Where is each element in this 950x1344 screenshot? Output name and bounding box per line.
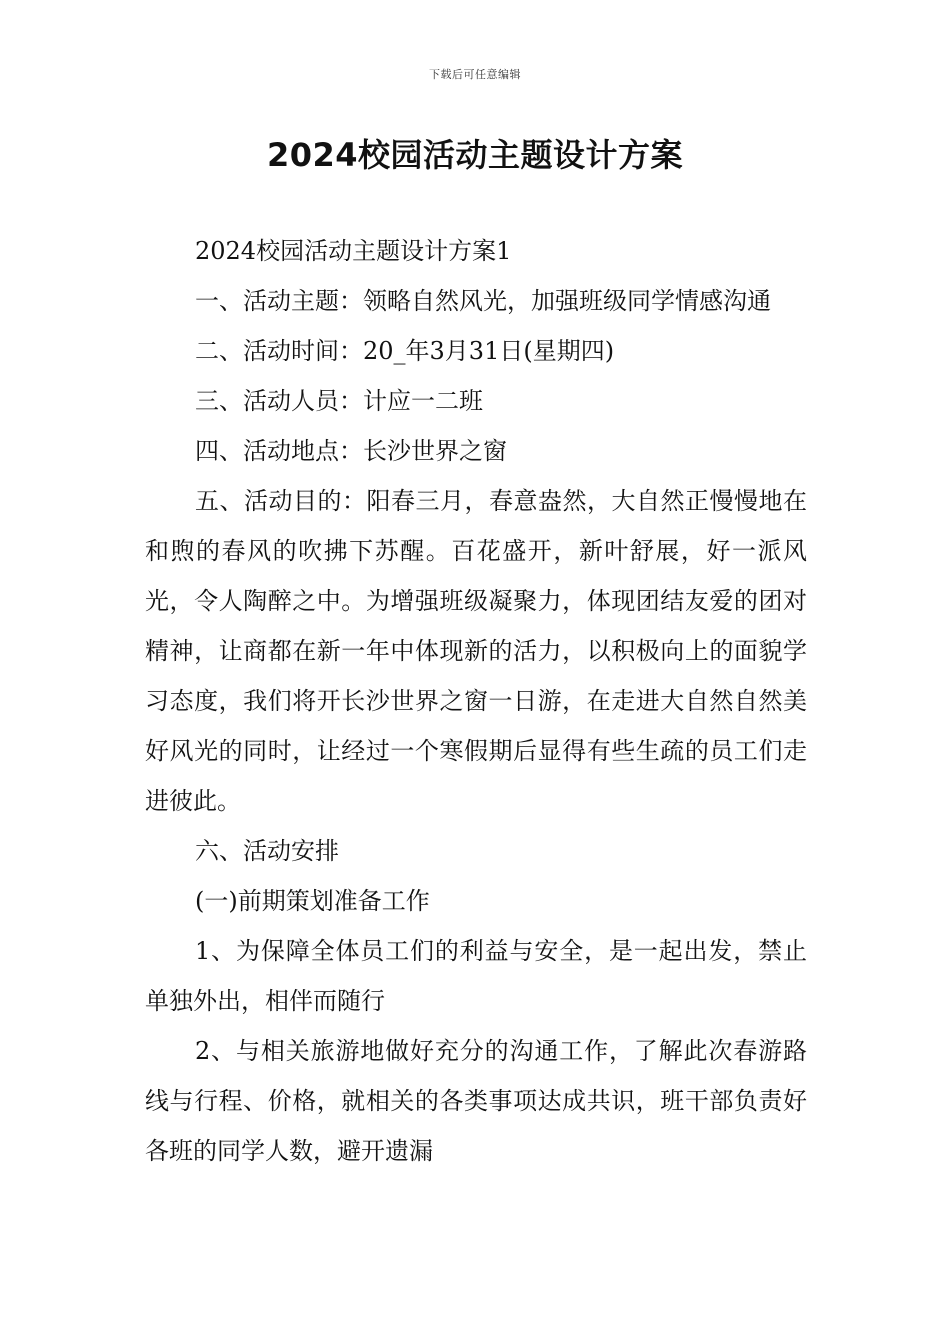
paragraph-item-2: 2、与相关旅游地做好充分的沟通工作，了解此次春游路线与行程、价格，就相关的各类事项达成共识，班干部负责好各班的同学人数，避开遗漏 — [145, 1037, 807, 1165]
paragraph-preparation: (一)前期策划准备工作 — [195, 887, 430, 915]
paragraph-time: 二、活动时间：20_年3月31日(星期四) — [195, 337, 615, 365]
document-body — [145, 226, 807, 1176]
paragraph-location: 四、活动地点：长沙世界之窗 — [195, 437, 507, 465]
paragraph-theme: 一、活动主题：领略自然风光，加强班级同学情感沟通 — [195, 287, 771, 315]
paragraph-arrangement: 六、活动安排 — [195, 837, 339, 865]
paragraph-item-1: 1、为保障全体员工们的利益与安全，是一起出发，禁止单独外出，相伴而随行 — [145, 937, 807, 1015]
paragraph-purpose: 五、活动目的：阳春三月，春意盎然，大自然正慢慢地在和煦的春风的吹拂下苏醒。百花盛开，新叶舒展，好一派风光，令人陶醉之中。为增强班级凝聚力，体现团结友爱的团对精神，让商都在新一年中体现新的活力，以积极向上的面貌学习态度，我们将开长沙世界之窗一日游，在走进大自然自然美好风光的同时，让经过一个寒假期后显得有些生疏的员工们走进彼此。 — [145, 487, 807, 815]
paragraph-subtitle: 2024校园活动主题设计方案1 — [195, 237, 512, 265]
header-note: 下载后可任意编辑 — [429, 68, 521, 81]
paragraph-participants: 三、活动人员：计应一二班 — [195, 387, 483, 415]
document-title: 2024校园活动主题设计方案 — [266, 136, 684, 174]
